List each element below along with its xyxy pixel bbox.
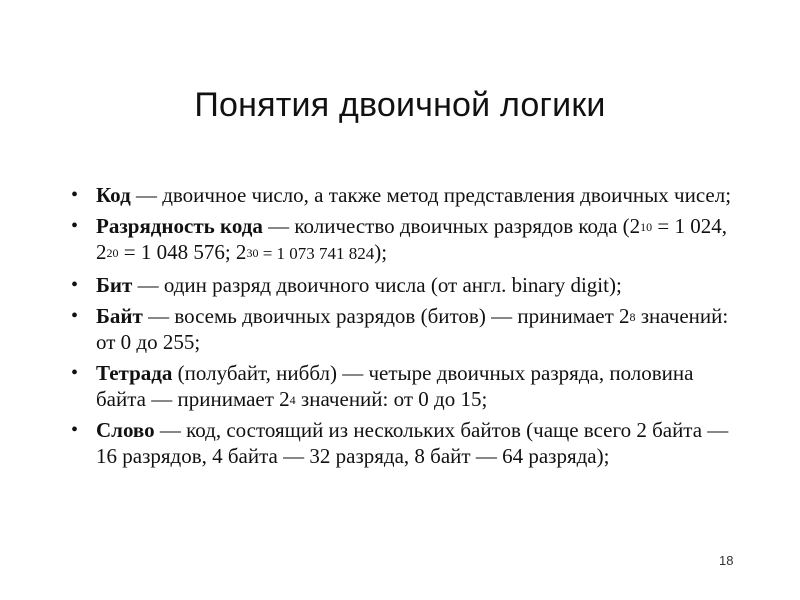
slide-title: Понятия двоичной логики (194, 86, 606, 124)
term-tetrad: Тетрада (96, 361, 173, 385)
bullet-icon: • (71, 419, 79, 441)
bullet-icon: • (71, 274, 79, 296)
term-bit: Бит (96, 273, 133, 297)
bullet-icon: • (71, 362, 79, 384)
definition-byte-part2: значений: от 0 до 255; (96, 304, 729, 354)
definition-code-width-part4: = 1 073 741 824 (258, 244, 375, 263)
definition-code-width-part2: = 1 024, 2 (96, 214, 727, 264)
term-code-width: Разрядность кода (96, 214, 263, 238)
exponent-10: 10 (640, 220, 653, 234)
exponent-20: 20 (106, 246, 119, 260)
term-word: Слово (96, 418, 155, 442)
bullet-icon: • (71, 184, 79, 206)
bullet-item-bit (71, 272, 736, 298)
term-byte: Байт (96, 304, 143, 328)
bullet-icon: • (71, 215, 79, 237)
bullet-list (71, 182, 736, 474)
definition-word: — код, состоящий из нескольких байтов (чаще всего 2 байта — 16 разрядов, 4 байта — 32 разряда, 8 байт — 64 разряда); (96, 418, 729, 468)
bullet-item-word (71, 417, 736, 469)
bullet-item-byte (71, 303, 736, 355)
bullet-item-code-width (71, 213, 736, 267)
definition-code-width-part1: — количество двоичных разрядов кода (2 (262, 214, 641, 238)
term-code: Код (96, 183, 131, 207)
definition-tetrad-part1: (полубайт, ниббл) — четыре двоичных разряда, половина байта — принимает 2 (96, 361, 694, 411)
exponent-8: 8 (629, 310, 636, 324)
bullet-item-code (71, 182, 736, 208)
bullet-icon: • (71, 305, 79, 327)
definition-code-width-end: ); (374, 240, 388, 264)
exponent-4: 4 (289, 393, 296, 407)
definition-tetrad-part2: значений: от 0 до 15; (295, 387, 488, 411)
definition-code: — двоичное число, а также метод представления двоичных чисел; (130, 183, 732, 207)
definition-code-width-part3: = 1 048 576; 2 (118, 240, 247, 264)
definition-bit: — один разряд двоичного числа (от англ. binary digit); (132, 273, 622, 297)
page-number: 18 (719, 553, 734, 568)
bullet-item-tetrad (71, 360, 736, 412)
definition-byte-part1: — восемь двоичных разрядов (битов) — принимает 2 (142, 304, 630, 328)
exponent-30: 30 (246, 246, 259, 260)
